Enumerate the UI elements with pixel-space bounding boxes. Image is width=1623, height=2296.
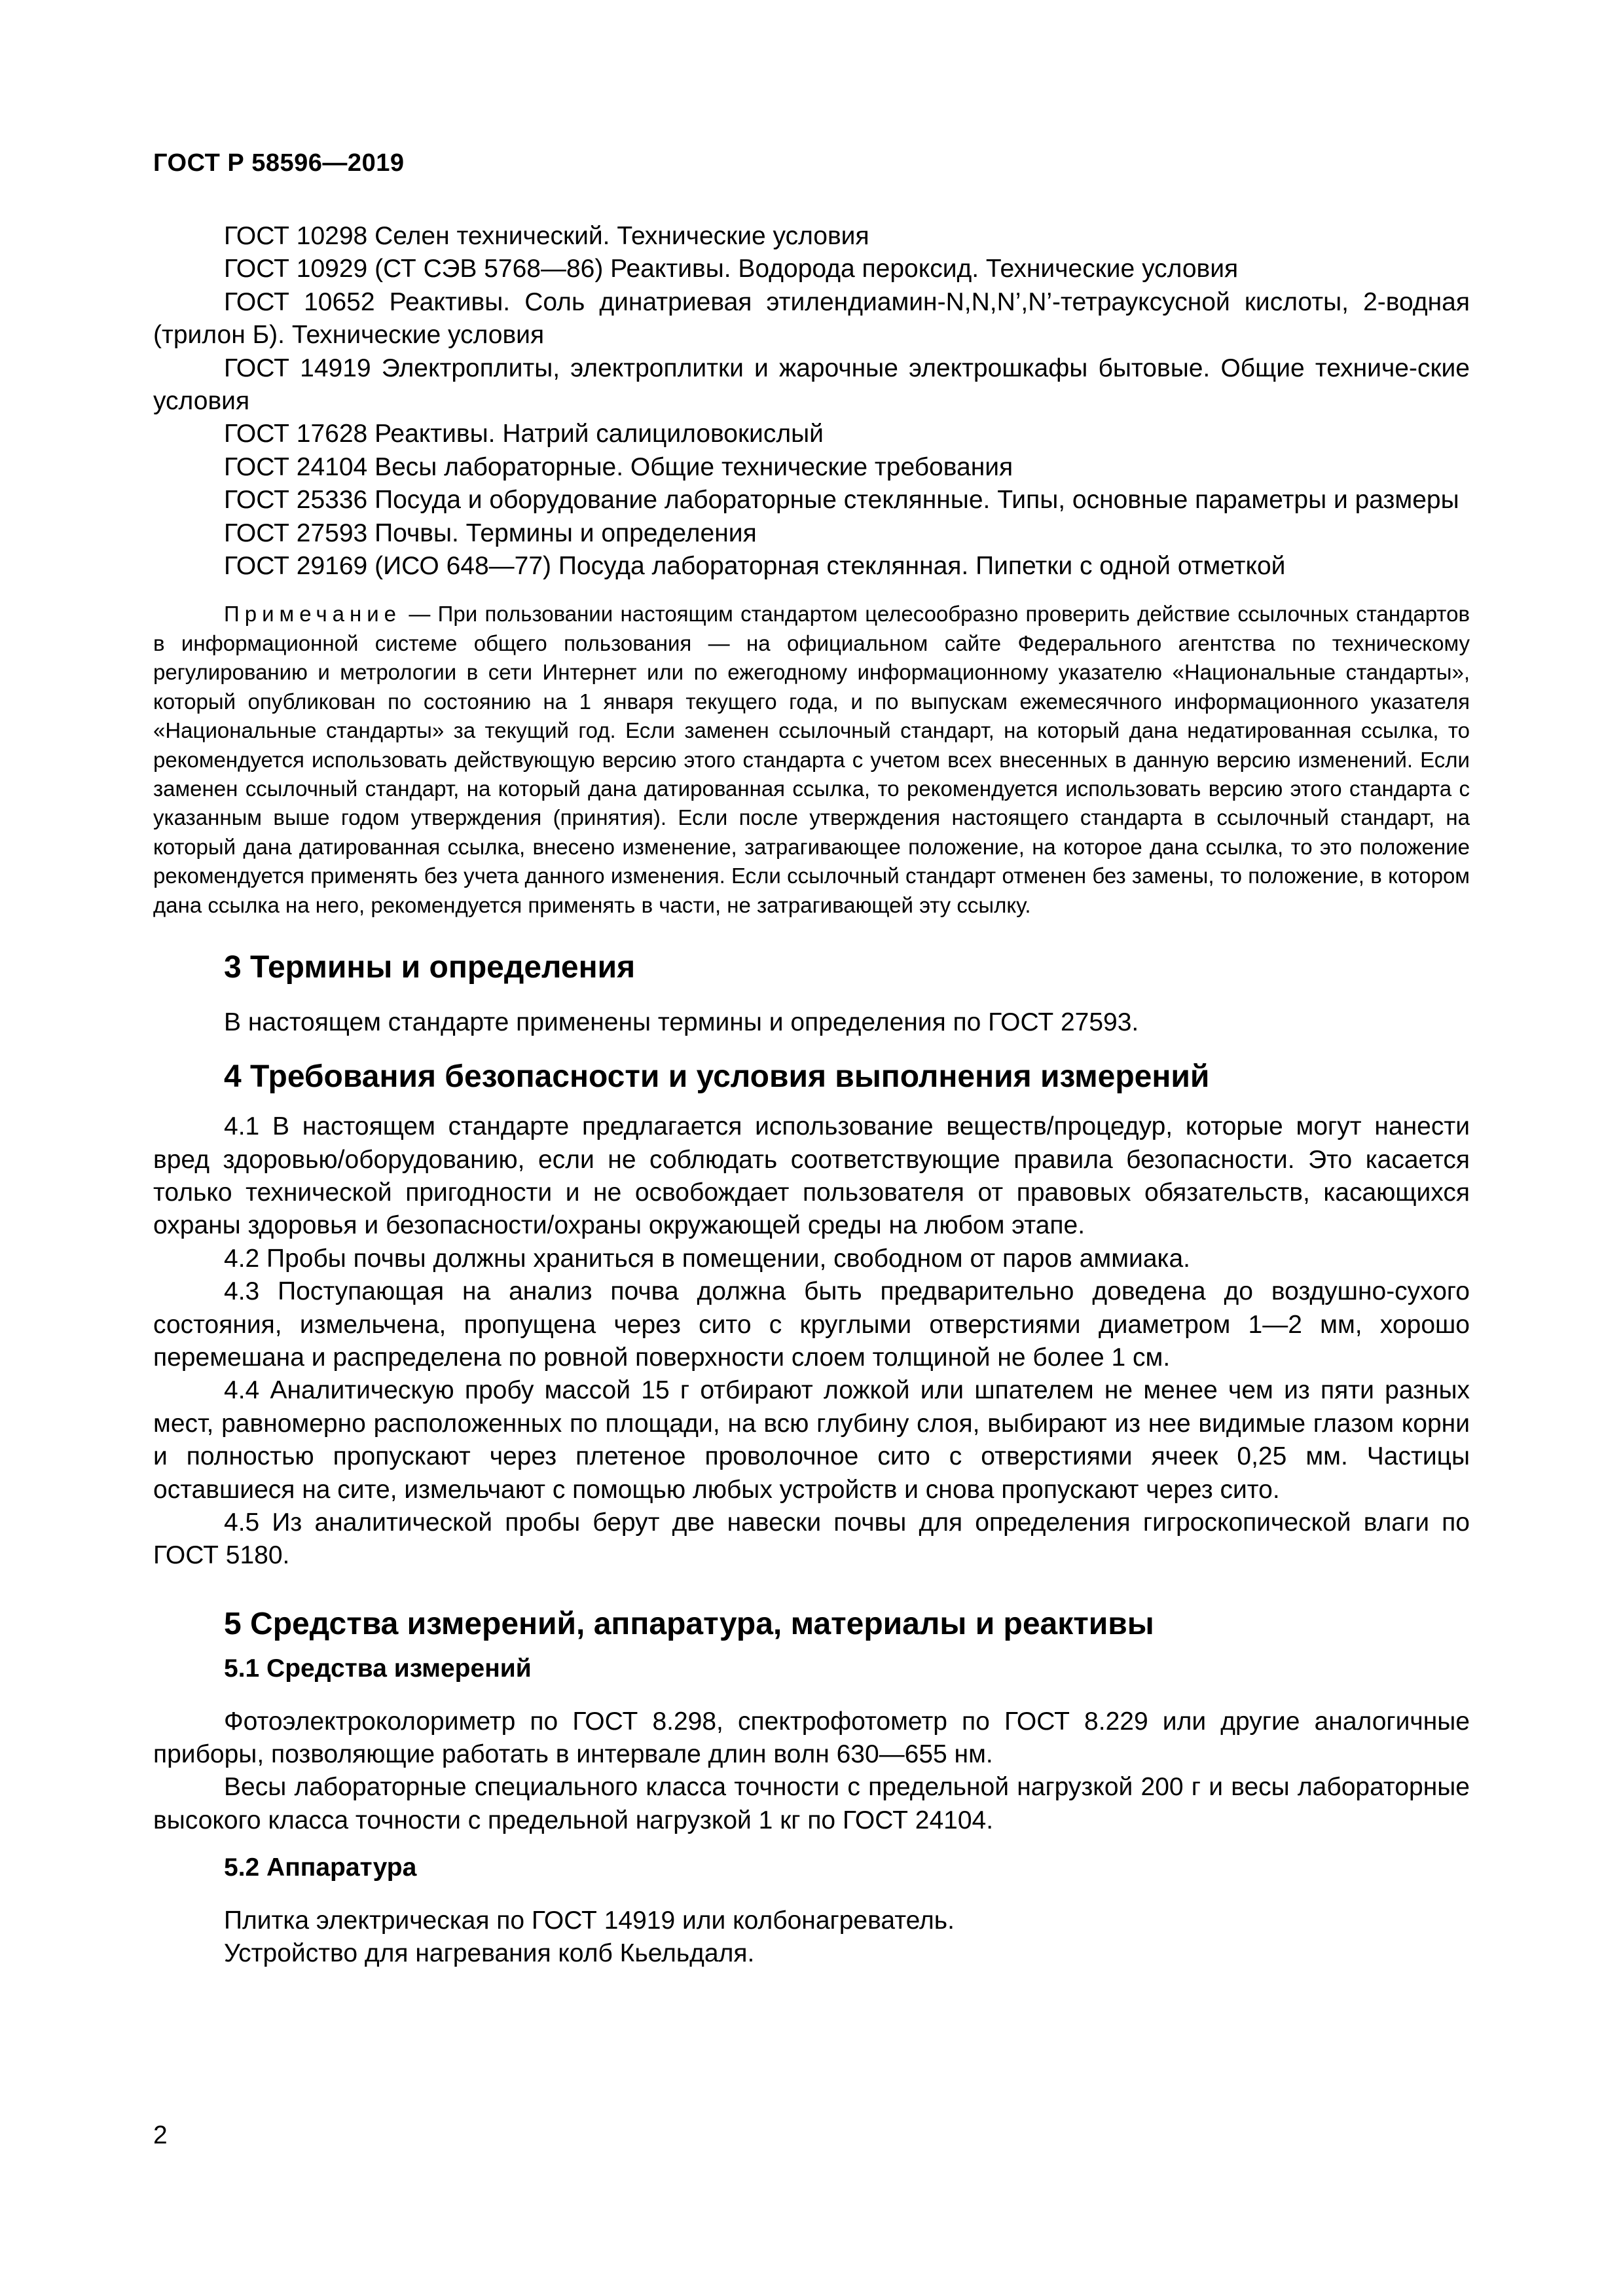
section-4-paragraph: 4.5 Из аналитической пробы берут две навески почвы для определения гигроскопической влаги по ГОСТ 5180. <box>153 1508 1470 1570</box>
reference-item: ГОСТ 14919 Электроплиты, электроплитки и жарочные электрошкафы бытовые. Общие техниче-ские условия <box>153 354 1470 416</box>
reference-item: ГОСТ 29169 (ИСО 648—77) Посуда лабораторная стеклянная. Пипетки с одной отметкой <box>224 552 1286 581</box>
reference-item: ГОСТ 27593 Почвы. Термины и определения <box>224 519 757 547</box>
reference-item: ГОСТ 10929 (СТ СЭВ 5768—86) Реактивы. Водорода пероксид. Технические условия <box>224 255 1239 283</box>
reference-item: ГОСТ 24104 Весы лабораторные. Общие технические требования <box>224 452 1013 481</box>
reference-item: ГОСТ 25336 Посуда и оборудование лабораторные стеклянные. Типы, основные параметры и размеры <box>224 486 1459 515</box>
section-3-text: В настоящем стандарте применены термины и определения по ГОСТ 27593. <box>224 1008 1139 1037</box>
section-5-title: 5 Средства измерений, аппаратура, материалы и реактивы <box>224 1606 1154 1641</box>
page-content <box>153 220 1470 1971</box>
document-header-code: ГОСТ Р 58596—2019 <box>153 149 405 177</box>
reference-item: ГОСТ 10652 Реактивы. Соль динатриевая этилендиамин-N,N,N’,N’-тетрауксусной кислоты, 2-водная (трилон Б). Технические условия <box>153 287 1470 350</box>
subsection-5-1-paragraph: Весы лабораторные специального класса точности с предельной нагрузкой 200 г и весы лабораторные высокого класса точности с предельной нагрузкой 1 кг по ГОСТ 24104. <box>153 1773 1470 1834</box>
section-3-title: 3 Термины и определения <box>224 949 636 985</box>
note-label: Примечание <box>224 602 402 627</box>
note-paragraph <box>153 600 1470 919</box>
normative-references-list <box>153 220 1470 583</box>
reference-item: ГОСТ 17628 Реактивы. Натрий салициловокислый <box>224 420 824 448</box>
subsection-5-2-paragraph: Устройство для нагревания колб Кьельдаля. <box>224 1939 755 1968</box>
subsection-5-2-paragraph: Плитка электрическая по ГОСТ 14919 или колбонагреватель. <box>224 1906 955 1935</box>
note-text: — При пользовании настоящим стандартом целесообразно проверить действие ссылочных стандартов в информационной системе общего пользования — на официальном сайте Федерального агентства по техническому регулированию и метрологии в сети Интернет или по ежегодному информационному указателю «Национальные стандарты», который опубликован по состоянию на 1 января текущего года, и по выпускам ежемесячного информационного указателя «Национальные стандарты» за текущий год. Если заменен ссылочный стандарт, на который дана недатированная ссылка, то рекомендуется использовать действующую версию этого стандарта с учетом всех внесенных в данную версию изменений. Если заменен ссылочный стандарт, на который дана датированная ссылка, то рекомендуется использовать версию этого стандарта с указанным выше годом утверждения (принятия). Если после утверждения настоящего стандарта в ссылочный стандарт, на который дана датированная ссылка, внесено изменение, затрагивающее положение, на которое дана ссылка, то это положение рекомендуется применять без учета данного изменения. Если ссылочный стандарт отменен без замены, то положение, в котором дана ссылка на него, рекомендуется применять в части, не затрагивающей эту ссылку. <box>153 602 1470 917</box>
reference-item: ГОСТ 10298 Селен технический. Технические условия <box>224 222 869 250</box>
subsection-5-1-title: 5.1 Средства измерений <box>224 1654 532 1683</box>
section-4-paragraph: 4.4 Аналитическую пробу массой 15 г отбирают ложкой или шпателем не менее чем из пяти разных мест, равномерно расположенных по площади, на всю глубину слоя, выбирают из нее видимые глазом корни и полностью пропускают через плетеное проволочное сито с отверстиями ячеек 0,25 мм. Частицы оставшиеся на сите, измельчают с помощью любых устройств и снова пропускают через сито. <box>153 1376 1470 1504</box>
subsection-5-1-paragraph: Фотоэлектроколориметр по ГОСТ 8.298, спектрофотометр по ГОСТ 8.229 или другие аналогичные приборы, позволяющие работать в интервале длин волн 630—655 нм. <box>153 1707 1470 1769</box>
section-4-paragraph: 4.1 В настоящем стандарте предлагается использование веществ/процедур, которые могут нанести вред здоровью/оборудованию, если не соблюдать соответствующие правила безопасности. Это касается только технической пригодности и не освобождает пользователя от правовых обязательств, касающихся охраны здоровья и безопасности/охраны окружающей среды на любом этапе. <box>153 1112 1470 1240</box>
page-number: 2 <box>153 2121 168 2149</box>
section-4-title: 4 Требования безопасности и условия выполнения измерений <box>224 1059 1210 1094</box>
section-4-paragraph: 4.2 Пробы почвы должны храниться в помещении, свободном от паров аммиака. <box>224 1244 1190 1273</box>
section-4-paragraph: 4.3 Поступающая на анализ почва должна быть предварительно доведена до воздушно-сухого состояния, измельчена, пропущена через сито с круглыми отверстиями диаметром 1—2 мм, хорошо перемешана и распределена по ровной поверхности слоем толщиной не более 1 см. <box>153 1277 1470 1372</box>
subsection-5-2-title: 5.2 Аппаратура <box>224 1853 417 1882</box>
